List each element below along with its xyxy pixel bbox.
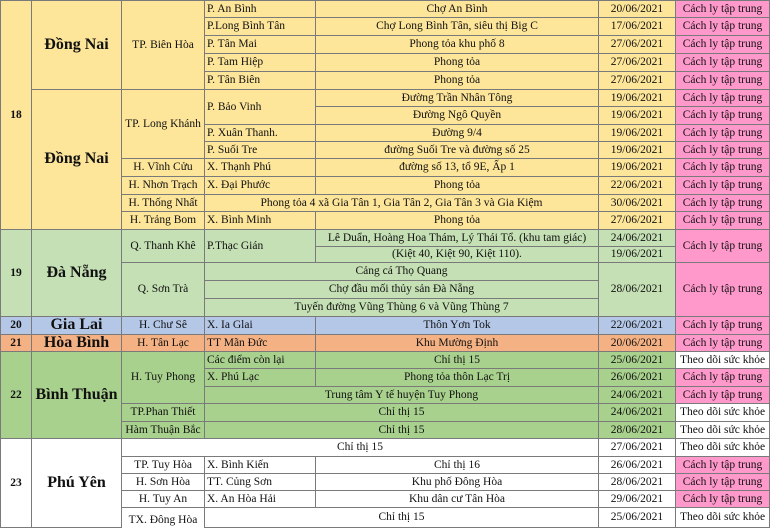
measure-cell: Cách ly tập trung: [676, 142, 770, 159]
ward-cell: P. An Bình: [205, 0, 316, 18]
date-cell: 24/06/2021: [599, 387, 676, 404]
date-cell: 20/06/2021: [599, 335, 676, 352]
location-cell: Chợ Long Bình Tân, siêu thị Big C: [316, 18, 599, 36]
measure-cell: Cách ly tập trung: [676, 125, 770, 142]
location-cell: Đường Ngô Quyền: [316, 107, 599, 125]
date-cell: 26/06/2021: [599, 457, 676, 474]
ward-cell: X. Đại Phước: [205, 177, 316, 195]
date-cell: 19/06/2021: [599, 107, 676, 125]
measure-cell: Theo dõi sức khỏe: [676, 422, 770, 439]
date-cell: 19/06/2021: [599, 142, 676, 159]
location-cell: Chỉ thị 15: [122, 439, 599, 457]
ward-cell: X. Phú Lạc: [205, 369, 316, 387]
district-cell: Q. Thanh Khê: [122, 230, 205, 263]
district-cell: H. Tuy Phong: [122, 352, 205, 404]
province-name: Đà Nẵng: [32, 230, 122, 317]
district-cell: H. Trảng Bom: [122, 212, 205, 230]
location-cell: Đường Trần Nhân Tông: [316, 90, 599, 107]
location-cell: Chỉ thị 15: [205, 422, 599, 439]
location-cell: Chỉ thị 16: [316, 457, 599, 474]
location-cell: Phong tỏa: [316, 177, 599, 195]
measure-cell: Cách ly tập trung: [676, 457, 770, 474]
date-cell: 27/06/2021: [599, 72, 676, 90]
location-cell: Tuyến đường Vũng Thùng 6 và Vũng Thùng 7: [205, 299, 599, 317]
district-cell: Q. Sơn Trà: [122, 263, 205, 317]
province-name: Gia Lai: [32, 317, 122, 335]
ward-cell: P. Tân Mai: [205, 36, 316, 54]
location-cell: đường Suối Tre và đường số 25: [316, 142, 599, 159]
stt-18: 18: [0, 0, 32, 230]
ward-cell: P. Bảo Vinh: [205, 90, 316, 125]
measure-cell: Cách ly tập trung: [676, 36, 770, 54]
date-cell: 29/06/2021: [599, 491, 676, 508]
measure-cell: Cách ly tập trung: [676, 491, 770, 508]
location-cell: Chỉ thị 15: [316, 352, 599, 369]
stt-19: 19: [0, 230, 32, 317]
ward-cell: TT Mãn Đức: [205, 335, 316, 352]
date-cell: 27/06/2021: [599, 36, 676, 54]
district-cell: H. Tân Lạc: [122, 335, 205, 352]
date-cell: 27/06/2021: [599, 54, 676, 72]
location-cell: Cảng cá Thọ Quang: [205, 263, 599, 281]
district-cell: TP. Long Khánh: [122, 90, 205, 159]
date-cell: 30/06/2021: [599, 195, 676, 212]
location-cell: Chợ An Bình: [316, 0, 599, 18]
date-cell: 25/06/2021: [599, 352, 676, 369]
ward-cell: P.Long Bình Tân: [205, 18, 316, 36]
date-cell: 25/06/2021: [599, 508, 676, 528]
location-cell: đường số 13, tổ 9E, Ấp 1: [316, 159, 599, 177]
district-cell: TP. Biên Hòa: [122, 0, 205, 90]
location-cell: Chỉ thị 15: [205, 508, 599, 528]
measure-cell: Cách ly tập trung: [676, 0, 770, 18]
measure-cell: Theo dõi sức khỏe: [676, 404, 770, 422]
location-cell: Phong tỏa: [316, 212, 599, 230]
district-cell: TP.Phan Thiết: [122, 404, 205, 422]
location-cell: Đường 9/4: [316, 125, 599, 142]
measure-cell: Cách ly tập trung: [676, 474, 770, 491]
date-cell: 28/06/2021: [599, 474, 676, 491]
ward-cell: Các điểm còn lại: [205, 352, 316, 369]
stt-23: 23: [0, 439, 32, 528]
date-cell: 19/06/2021: [599, 159, 676, 177]
measure-cell: Cách ly tập trung: [676, 263, 770, 317]
ward-cell: P.Thạc Gián: [205, 230, 316, 263]
ward-cell: X. Bình Kiến: [205, 457, 316, 474]
measure-cell: Cách ly tập trung: [676, 212, 770, 230]
location-cell: Phong tỏa: [316, 54, 599, 72]
district-cell: H. Vĩnh Cửu: [122, 159, 205, 177]
measure-cell: Cách ly tập trung: [676, 369, 770, 387]
location-cell: Phong tỏa khu phố 8: [316, 36, 599, 54]
date-cell: 22/06/2021: [599, 177, 676, 195]
province-name: Đồng Nai: [32, 90, 122, 230]
measure-cell: Cách ly tập trung: [676, 159, 770, 177]
location-cell: Phong tỏa thôn Lạc Trị: [316, 369, 599, 387]
ward-cell: P. Tam Hiệp: [205, 54, 316, 72]
location-cell: Lê Duẩn, Hoàng Hoa Thám, Lý Thái Tổ. (khu tam giác): [316, 230, 599, 247]
district-cell: TX. Đông Hòa: [122, 508, 205, 528]
date-cell: 26/06/2021: [599, 369, 676, 387]
measure-cell: Cách ly tập trung: [676, 90, 770, 107]
date-cell: 19/06/2021: [599, 90, 676, 107]
measure-cell: Cách ly tập trung: [676, 230, 770, 263]
ward-cell: X. Ia Glai: [205, 317, 316, 335]
measure-cell: Cách ly tập trung: [676, 195, 770, 212]
district-cell: H. Sơn Hòa: [122, 474, 205, 491]
measure-cell: Cách ly tập trung: [676, 177, 770, 195]
district-cell: H. Thống Nhất: [122, 195, 205, 212]
measure-cell: Theo dõi sức khỏe: [676, 508, 770, 528]
location-cell: Khu dân cư Tân Hòa: [316, 491, 599, 508]
measure-cell: Cách ly tập trung: [676, 317, 770, 335]
stt-22: 22: [0, 352, 32, 439]
date-cell: 22/06/2021: [599, 317, 676, 335]
measure-cell: Cách ly tập trung: [676, 107, 770, 125]
province-name: Phú Yên: [32, 439, 122, 528]
ward-cell: X. Thạnh Phú: [205, 159, 316, 177]
district-cell: H. Chư Sê: [122, 317, 205, 335]
location-cell: Thôn Yơn Tok: [316, 317, 599, 335]
province-name: Bình Thuận: [32, 352, 122, 439]
date-cell: 17/06/2021: [599, 18, 676, 36]
province-name: Hòa Bình: [32, 335, 122, 352]
date-cell: 19/06/2021: [599, 247, 676, 263]
measure-cell: Cách ly tập trung: [676, 54, 770, 72]
date-cell: 27/06/2021: [599, 439, 676, 457]
measure-cell: Theo dõi sức khỏe: [676, 439, 770, 457]
ward-cell: X. An Hòa Hải: [205, 491, 316, 508]
province-name: Đồng Nai: [32, 0, 122, 90]
district-cell: H. Tuy An: [122, 491, 205, 508]
location-cell: Khu Mường Định: [316, 335, 599, 352]
ward-cell: X. Bình Minh: [205, 212, 316, 230]
ward-cell: P. Xuân Thanh.: [205, 125, 316, 142]
measure-cell: Cách ly tập trung: [676, 18, 770, 36]
date-cell: 28/06/2021: [599, 422, 676, 439]
district-cell: Hàm Thuận Bắc: [122, 422, 205, 439]
measure-cell: Cách ly tập trung: [676, 335, 770, 352]
district-cell: TP. Tuy Hòa: [122, 457, 205, 474]
stt-20: 20: [0, 317, 32, 335]
ward-cell: TT. Củng Sơn: [205, 474, 316, 491]
measure-cell: Theo dõi sức khỏe: [676, 352, 770, 369]
date-cell: 24/06/2021: [599, 230, 676, 247]
date-cell: 19/06/2021: [599, 125, 676, 142]
date-cell: 27/06/2021: [599, 212, 676, 230]
ward-cell: P. Tân Biên: [205, 72, 316, 90]
location-cell: Chỉ thị 15: [205, 404, 599, 422]
measure-cell: Cách ly tập trung: [676, 72, 770, 90]
stt-21: 21: [0, 335, 32, 352]
location-cell: Phong tỏa: [316, 72, 599, 90]
measure-cell: Cách ly tập trung: [676, 387, 770, 404]
location-cell: Trung tâm Y tế huyện Tuy Phong: [205, 387, 599, 404]
location-cell: Chợ đầu mối thủy sản Đà Nẵng: [205, 281, 599, 299]
location-cell: Khu phố Đông Hòa: [316, 474, 599, 491]
date-cell: 24/06/2021: [599, 404, 676, 422]
ward-cell: P. Suối Tre: [205, 142, 316, 159]
location-cell: Phong tỏa 4 xã Gia Tân 1, Gia Tân 2, Gia Tân 3 và Gia Kiệm: [205, 195, 599, 212]
location-cell: (Kiệt 40, Kiệt 90, Kiệt 110).: [316, 247, 599, 263]
district-cell: H. Nhơn Trạch: [122, 177, 205, 195]
date-cell: 28/06/2021: [599, 263, 676, 317]
date-cell: 20/06/2021: [599, 0, 676, 18]
